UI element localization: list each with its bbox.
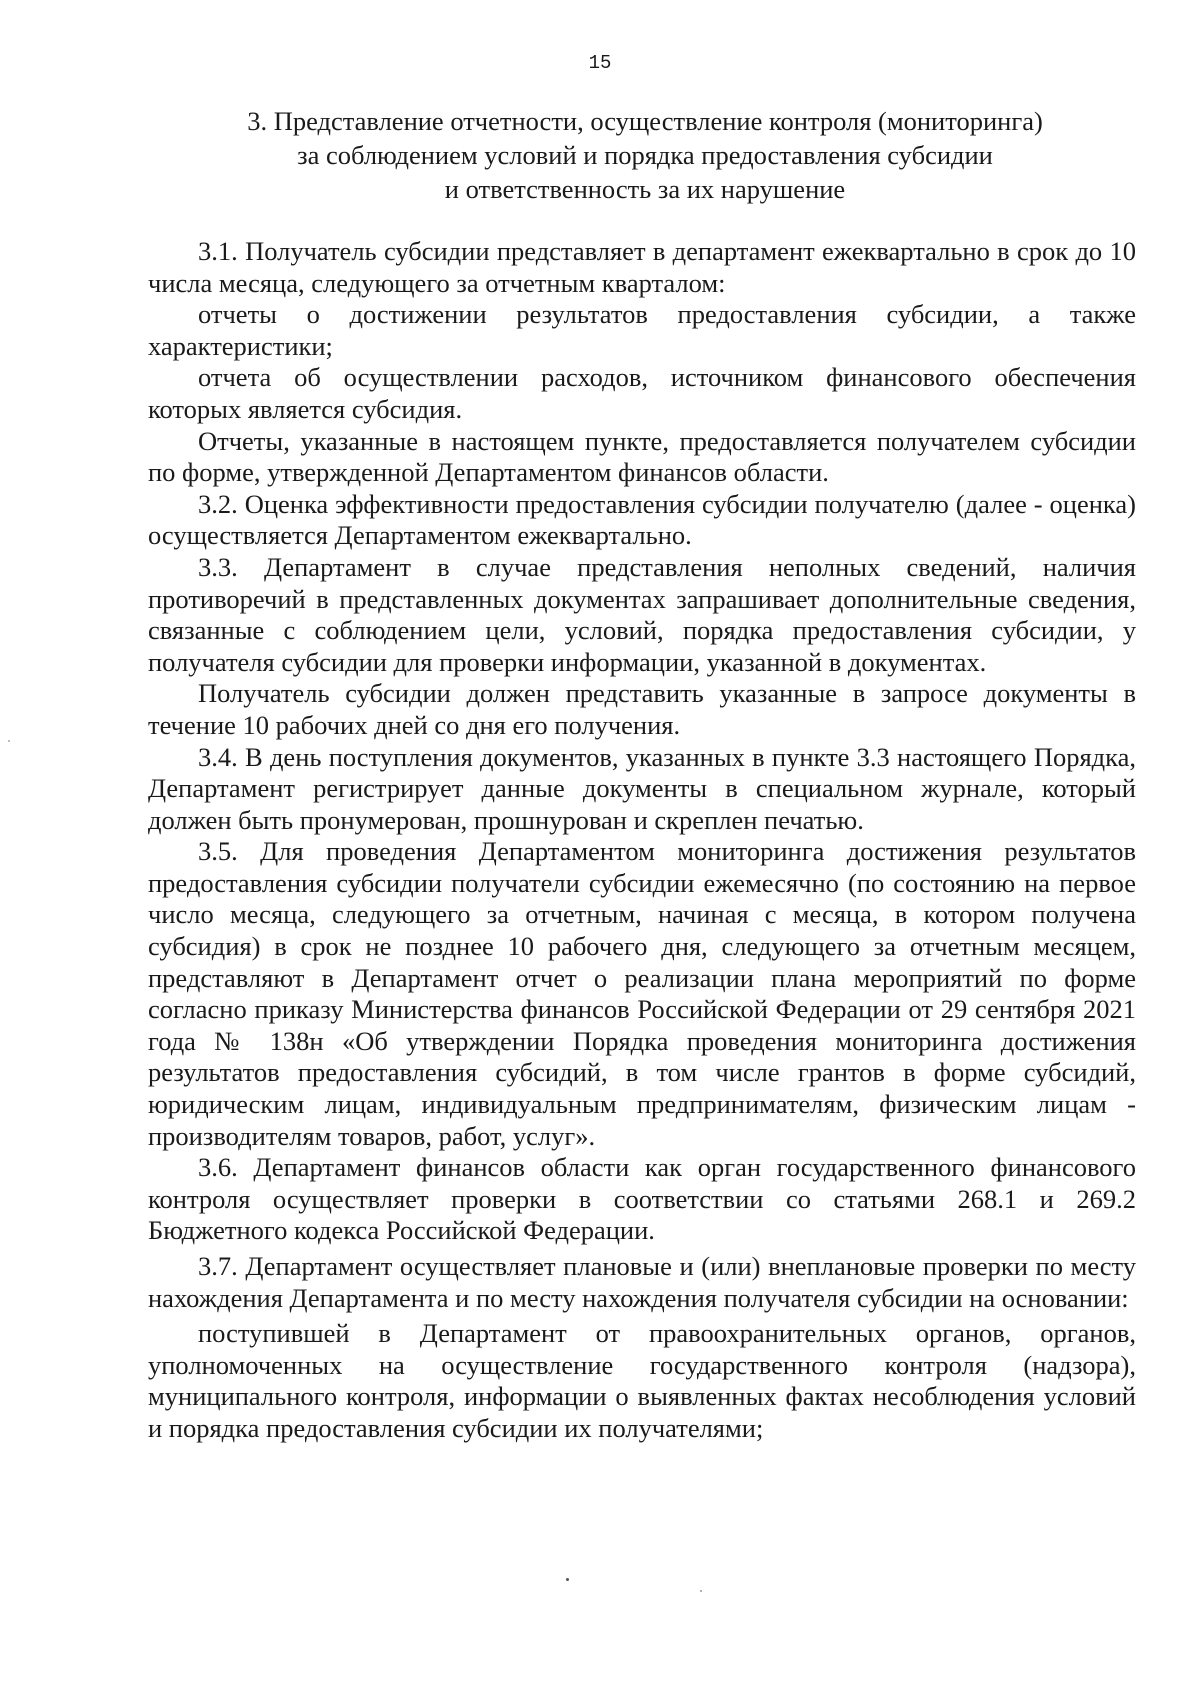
scan-artifact [700, 1590, 702, 1592]
paragraph-3-2: 3.2. Оценка эффективности предоставления субсидии получателю (далее - оценка) осуществляется Департаментом ежеквартально. [148, 488, 1136, 551]
paragraph-3-5: 3.5. Для проведения Департаментом мониторинга достижения результатов предоставления субсидии получатели субсидии ежемесячно (по состоянию на первое число месяца, следующего за отчетным, начиная с месяца, в котором получена субсидия) в срок не позднее 10 рабочего дня, следующего за отчетным месяцем, представляют в Департамент отчет о реализации плана мероприятий по форме согласно приказу Министерства финансов Российской Федерации от 29 сентября 2021 года № 138н «Об утверждении Порядка проведения мониторинга достижения результатов предоставления субсидий, в том числе грантов в форме субсидий, юридическим лицам, индивидуальным предпринимателям, физическим лицам - производителям товаров, работ, услуг». [148, 836, 1136, 1151]
page-number: 15 [588, 52, 612, 74]
scan-artifact [566, 1578, 569, 1581]
document-body [148, 236, 1136, 1445]
paragraph-reports-form: Отчеты, указанные в настоящем пункте, предоставляется получателем субсидии по форме, утвержденной Департаментом финансов области. [148, 425, 1136, 488]
paragraph-3-4: 3.4. В день поступления документов, указанных в пункте 3.3 настоящего Порядка, Департамент регистрирует данные документы в специальном журнале, который должен быть пронумерован, прошнурован и скреплен печатью. [148, 741, 1136, 835]
section-heading [150, 104, 1140, 206]
scan-artifact [8, 740, 10, 742]
paragraph-3-3: 3.3. Департамент в случае представления неполных сведений, наличия противоречий в представленных документах запрашивает дополнительные сведения, связанные с соблюдением цели, условий, порядка предоставления субсидии, у получателя субсидии для проверки информации, указанной в документах. [148, 551, 1136, 677]
paragraph-3-6: 3.6. Департамент финансов области как орган государственного финансового контроля осуществляет проверки в соответствии со статьями 268.1 и 269.2 Бюджетного кодекса Российской Федерации. [148, 1152, 1136, 1246]
paragraph-document-deadline: Получатель субсидии должен представить указанные в запросе документы в течение 10 рабочих дней со дня его получения. [148, 678, 1136, 740]
heading-line: за соблюдением условий и порядка предоставления субсидии [297, 140, 993, 170]
heading-line: 3. Представление отчетности, осуществление контроля (мониторинга) [247, 106, 1043, 136]
paragraph-reports-results: отчеты о достижении результатов предоставления субсидии, а также характеристики; [148, 299, 1136, 361]
paragraph-inspection-basis: поступившей в Департамент от правоохранительных органов, органов, уполномоченных на осуществление государственного контроля (надзора), муниципального контроля, информации о выявленных фактах несоблюдения условий и порядка предоставления субсидии их получателями; [148, 1318, 1136, 1443]
heading-line: и ответственность за их нарушение [444, 174, 846, 204]
paragraph-reports-expenses: отчета об осуществлении расходов, источником финансового обеспечения которых является субсидия. [148, 362, 1136, 424]
paragraph-3-7: 3.7. Департамент осуществляет плановые и (или) внеплановые проверки по месту нахождения Департамента и по месту нахождения получателя субсидии на основании: [148, 1251, 1136, 1313]
paragraph-3-1: 3.1. Получатель субсидии представляет в департамент ежеквартально в срок до 10 числа месяца, следующего за отчетным кварталом: [148, 236, 1136, 298]
